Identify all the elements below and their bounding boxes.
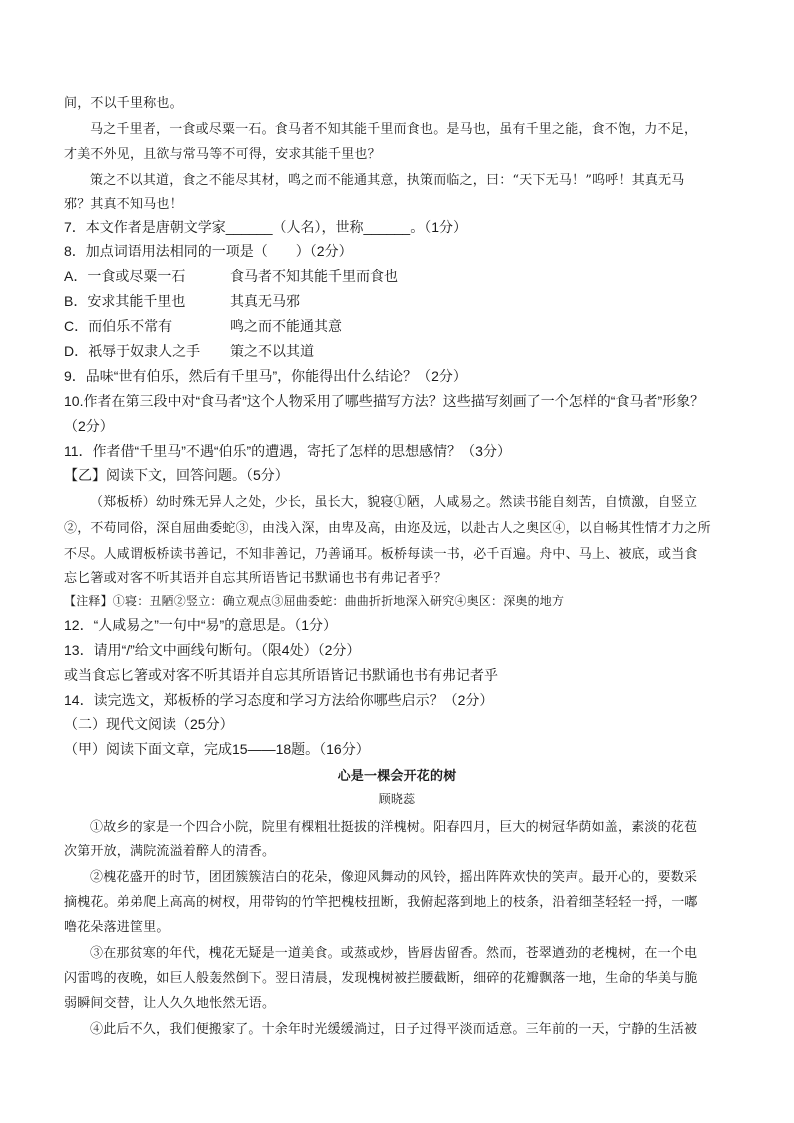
classical-line: 才美不外见，且欲与常马等不可得，安求其能千里也？ bbox=[64, 147, 381, 162]
article-line: 次第开放，满院流溢着醉人的清香。 bbox=[64, 844, 276, 859]
question-12: 12．“人咸易之”一句中“易”的意思是。（1分） bbox=[64, 617, 338, 633]
passage-line: ②，不苟同俗，深自屈曲委蛇③，由浅入深，由卑及高，由迩及远，以赴古人之奥区④，以自畅其性情才力之所 bbox=[64, 521, 711, 536]
article-line: ④此后不久，我们便搬家了。十余年时光缓缓淌过，日子过得平淡而适意。三年前的一天，宁静的生活被 bbox=[90, 1022, 698, 1037]
question-14: 14．读完选文，郑板桥的学习态度和学习方法给你哪些启示？（2分） bbox=[64, 692, 494, 708]
modern-section-heading: （二）现代文阅读（25分） bbox=[64, 716, 234, 732]
option-label: B．安求其能千里也 bbox=[64, 293, 186, 309]
option-pair: 食马者不知其能千里而食也 bbox=[230, 268, 398, 284]
option-pair: 鸣之而不能通其意 bbox=[230, 318, 342, 334]
question-11: 11．作者借“千里马”不遇“伯乐”的遭遇，寄托了怎样的思想感情？（3分） bbox=[64, 443, 511, 459]
classical-line: 策之不以其道，食之不能尽其材，鸣之而不能通其意，执策而临之，曰：“天下无马！”呜呼！其真无马 bbox=[90, 173, 685, 188]
question-10-score: （2分） bbox=[64, 418, 114, 434]
article-line: ①故乡的家是一个四合小院，院里有棵粗壮挺拔的洋槐树。阳春四月，巨大的树冠华荫如盖，素淡的花苞 bbox=[90, 820, 698, 835]
modern-jia-heading: （甲）阅读下面文章，完成15——18题。（16分） bbox=[64, 741, 370, 757]
classical-line: 间，不以千里称也。 bbox=[64, 96, 183, 111]
question-10: 10.作者在第三段中对“食马者”这个人物采用了哪些描写方法？这些描写刻画了一个怎样的“食马者”形象？ bbox=[64, 393, 705, 409]
article-title: 心是一棵会开花的树 bbox=[337, 769, 457, 784]
option-b bbox=[64, 291, 744, 311]
article-line: 摘槐花。弟弟爬上高高的树杈，用带钩的竹竿把槐枝扭断，我俯起落到地上的枝条，沿着细茎轻轻一捋，一嘟 bbox=[64, 895, 698, 910]
option-a bbox=[64, 266, 744, 286]
question-7: 7．本文作者是唐朝文学家______（人名），世称______。（1分） bbox=[64, 219, 468, 235]
option-pair: 其真无马邪 bbox=[230, 293, 300, 309]
section-yi-heading: 【乙】阅读下文，回答问题。（5分） bbox=[64, 467, 289, 483]
passage-line: 不尽。人咸谓板桥读书善记，不知非善记，乃善诵耳。板桥每读一书，必千百遍。舟中、马上、被底，或当食 bbox=[64, 547, 698, 562]
option-label: C．而伯乐不常有 bbox=[64, 318, 173, 334]
article-line: ②槐花盛开的时节，团团簇簇洁白的花朵，像迎风舞动的风铃，摇出阵阵欢快的笑声。最开心的，要数采 bbox=[90, 870, 698, 885]
question-13-sentence: 或当食忘匕箸或对客不听其语并自忘其所语皆记书默诵也书有弗记者乎 bbox=[64, 667, 498, 683]
option-label: D．祇辱于奴隶人之手 bbox=[64, 343, 201, 359]
option-label: A．一食或尽粟一石 bbox=[64, 268, 186, 284]
classical-line: 马之千里者，一食或尽粟一石。食马者不知其能千里而食也。是马也，虽有千里之能，食不饱，力不足， bbox=[90, 122, 698, 137]
question-8: 8．加点词语用法相同的一项是（ ）（2分） bbox=[64, 243, 353, 259]
option-pair: 策之不以其道 bbox=[230, 343, 314, 359]
question-13: 13．请用“/”给文中画线句断句。（限4处）（2分） bbox=[64, 642, 361, 658]
article-line: ③在那贫寒的年代，槐花无疑是一道美食。或蒸或炒，皆唇齿留香。然而，苍翠遒劲的老槐树，在一个电 bbox=[90, 946, 698, 961]
option-c bbox=[64, 316, 744, 336]
annotation-note: 【注释】①寝：丑陋②竖立：确立观点③屈曲委蛇：曲曲折折地深入研究④奥区：深奥的地方 bbox=[64, 594, 565, 608]
article-author: 顾晓蕊 bbox=[378, 792, 416, 806]
passage-line: （郑板桥）幼时殊无异人之处，少长，虽长大，貌寝①陋，人咸易之。然读书能自刻苦，自愤激，自竖立 bbox=[90, 495, 698, 510]
option-d bbox=[64, 341, 744, 361]
question-9: 9．品味“世有伯乐，然后有千里马”，你能得出什么结论？（2分） bbox=[64, 368, 467, 384]
article-line: 闪雷鸣的夜晚，如巨人般轰然倒下。翌日清晨，发现槐树被拦腰截断，细碎的花瓣飘落一地，生命的华美与脆 bbox=[64, 971, 698, 986]
article-line: 弱瞬间交替，让人久久地怅然无语。 bbox=[64, 996, 276, 1011]
article-line: 噜花朵落进筐里。 bbox=[64, 920, 170, 935]
classical-line: 邪？其真不知马也！ bbox=[64, 197, 183, 212]
passage-line: 忘匕箸或对客不听其语并自忘其所语皆记书默诵也书有弗记者乎？ bbox=[64, 571, 447, 586]
